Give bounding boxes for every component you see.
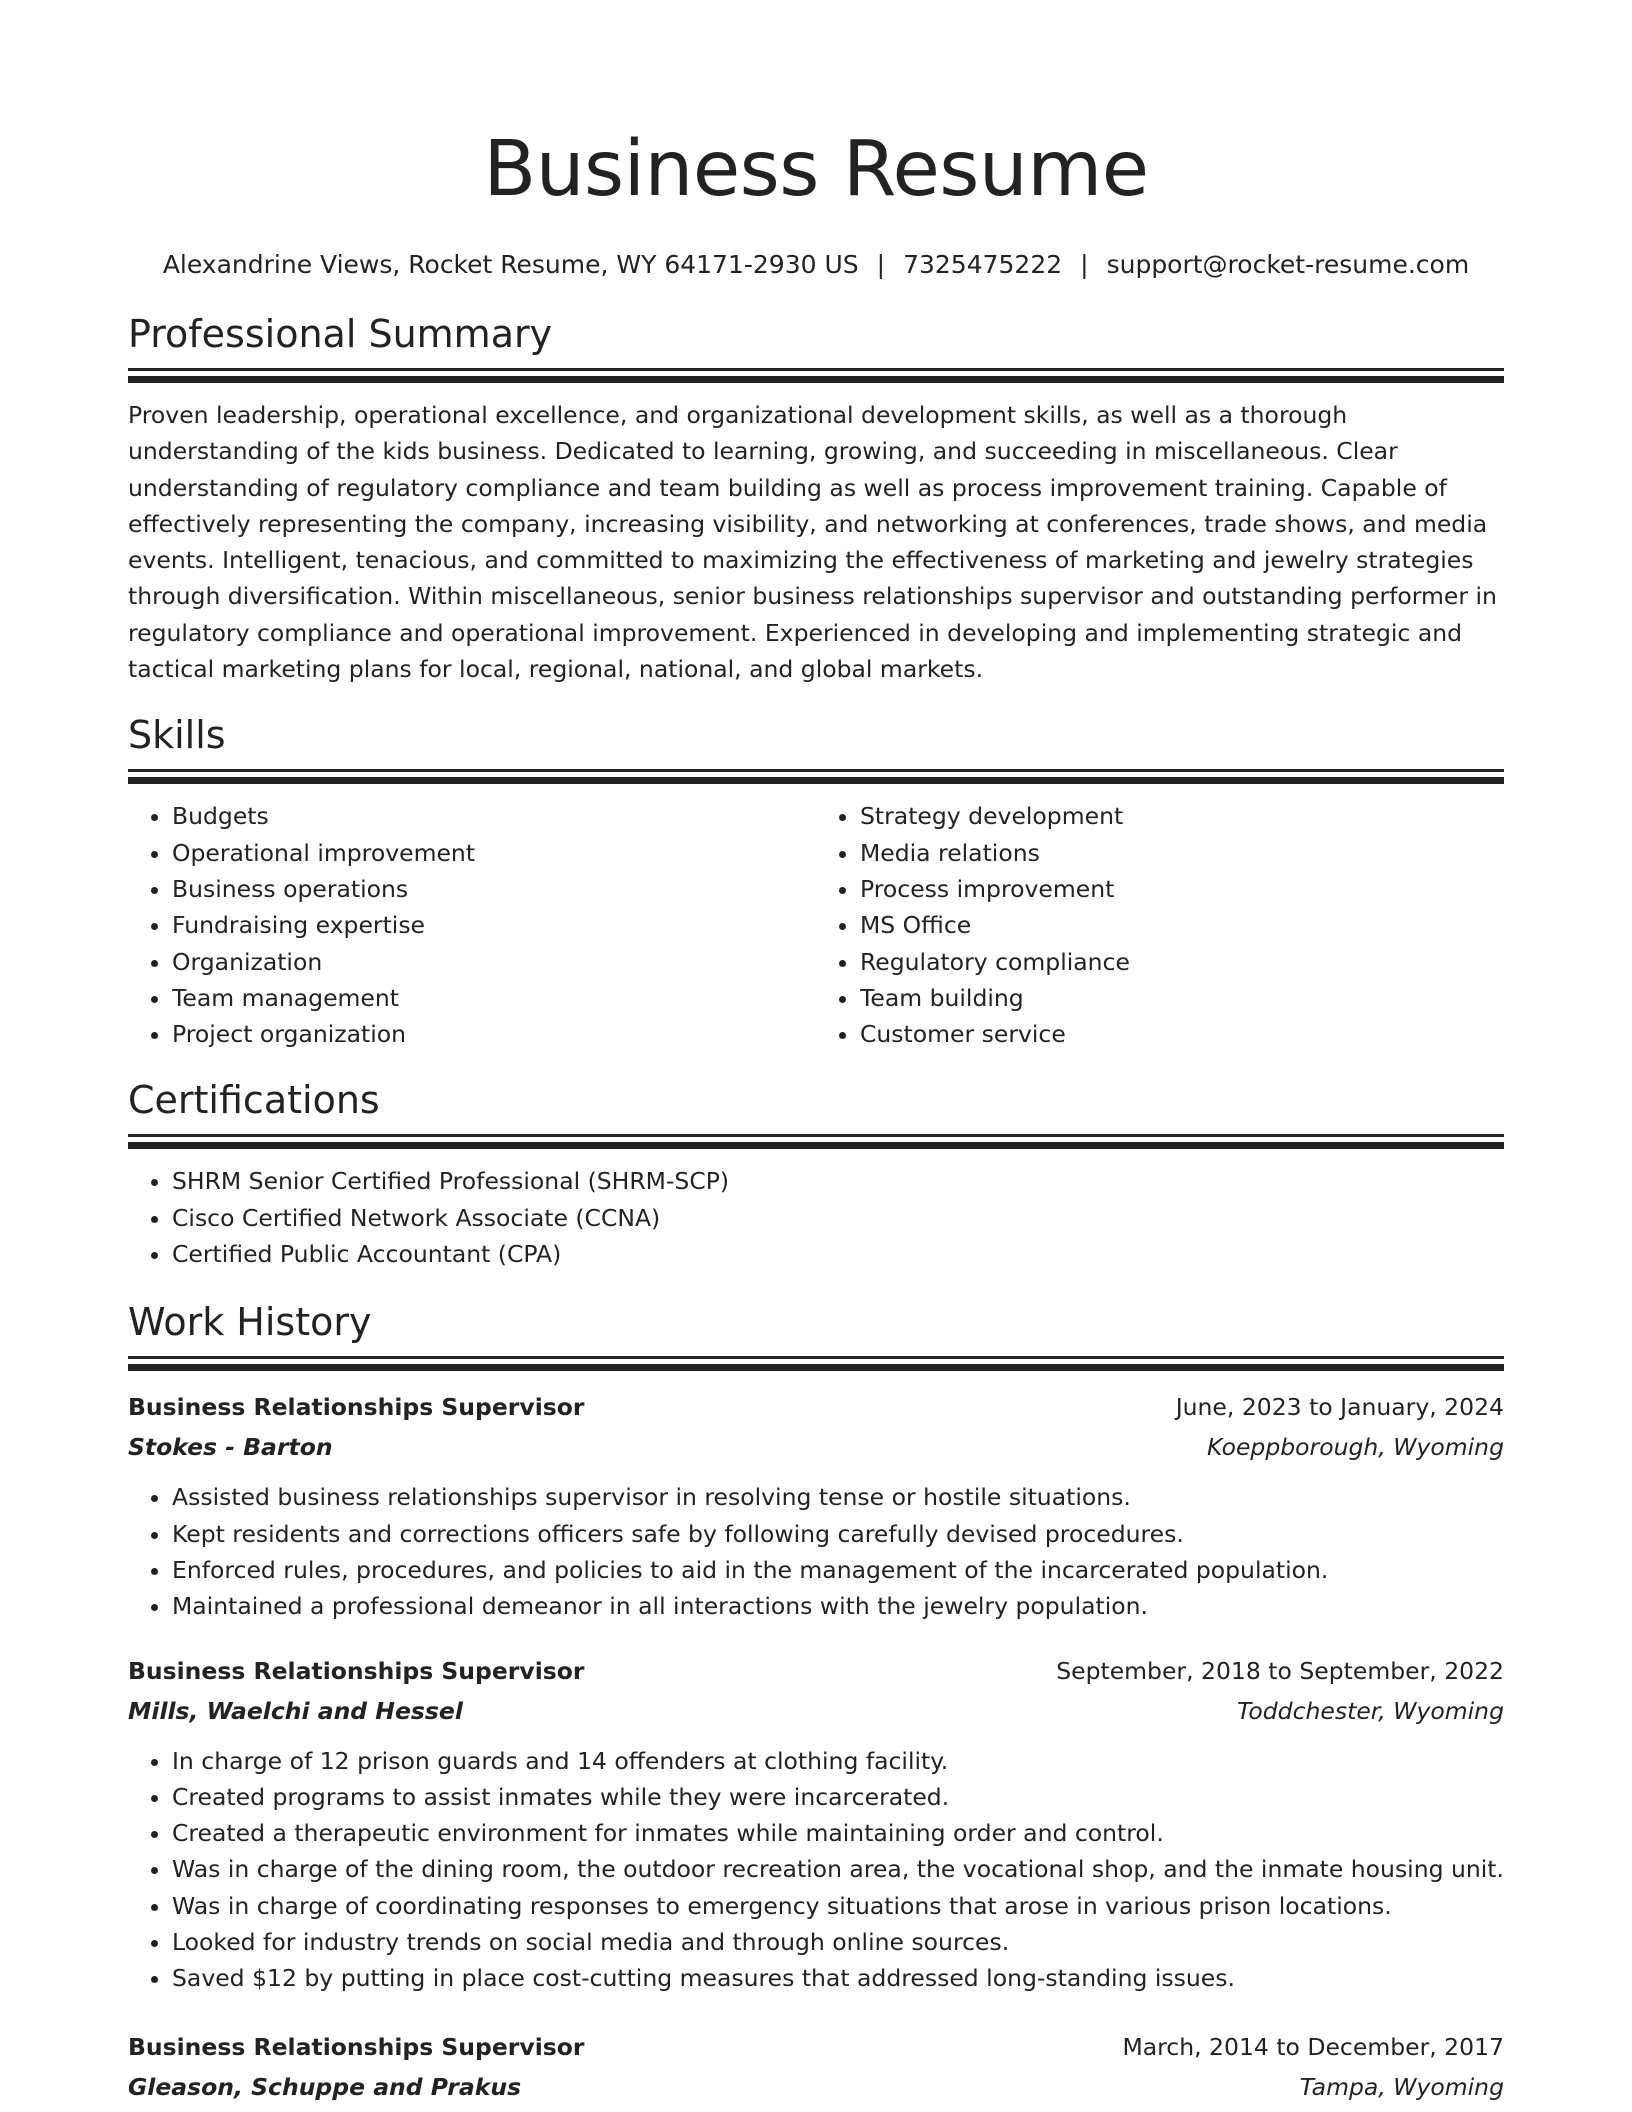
job-bullet: • Assisted business relationships supervisor in resolving tense or hostile situations.: [172, 1479, 1504, 1515]
skills-columns: [128, 798, 1504, 1052]
skills-section: [128, 711, 1504, 1052]
resume-page: [128, 0, 1504, 2107]
section-title-work: Work History: [128, 1300, 372, 1345]
job-bullet: • In charge of 12 prison guards and 14 offenders at clothing facility.: [172, 1743, 1504, 1779]
job-bullet: • Maintained a professional demeanor in all interactions with the jewelry population.: [172, 1588, 1504, 1624]
skill-item: • Operational improvement: [172, 835, 816, 871]
certification-item: • SHRM Senior Certified Professional (SHRM-SCP): [172, 1163, 1504, 1199]
work-history-section: [128, 1298, 1504, 2106]
resume-name: Business Resume: [483, 125, 1149, 214]
job-subheader: [128, 1427, 1504, 1467]
certifications-section: [128, 1076, 1504, 1272]
skill-item: • MS Office: [860, 907, 1504, 943]
summary-section: [128, 310, 1504, 687]
separator: |: [876, 250, 886, 279]
job-header: [128, 1387, 1504, 1427]
section-rule-thick: [128, 777, 1504, 784]
section-rule-thick: [128, 376, 1504, 383]
skills-list-left: [128, 798, 816, 1052]
job-bullet: • Created a therapeutic environment for inmates while maintaining order and control.: [172, 1815, 1504, 1851]
job-bullets: [128, 1479, 1504, 1624]
job-subheader: [128, 1691, 1504, 1731]
job-entry: [128, 1387, 1504, 1624]
job-company: Gleason, Schuppe and Prakus: [128, 2072, 522, 2101]
job-bullet: • Was in charge of coordinating responses to emergency situations that arose in various prison locations.: [172, 1888, 1504, 1924]
skill-item: • Team management: [172, 980, 816, 1016]
skill-item: • Process improvement: [860, 871, 1504, 907]
job-bullet: • Enforced rules, procedures, and policies to aid in the management of the incarcerated population.: [172, 1552, 1504, 1588]
section-rule-thick: [128, 1142, 1504, 1149]
job-subheader: [128, 2067, 1504, 2107]
skill-item: • Fundraising expertise: [172, 907, 816, 943]
skill-item: • Organization: [172, 944, 816, 980]
section-rule-thick: [128, 1364, 1504, 1371]
skills-list-right: [816, 798, 1504, 1052]
job-dates: June, 2023 to January, 2024: [1175, 1393, 1504, 1422]
job-title: Business Relationships Supervisor: [128, 1393, 585, 1422]
job-header: [128, 1651, 1504, 1691]
job-title: Business Relationships Supervisor: [128, 2032, 585, 2061]
section-title-summary: Professional Summary: [128, 312, 553, 356]
job-title: Business Relationships Supervisor: [128, 1656, 585, 1685]
job-bullet: • Looked for industry trends on social media and through online sources.: [172, 1924, 1504, 1960]
summary-paragraph: Proven leadership, operational excellence, and organizational development skills, as well as a thorough understanding of the kids business. Dedicated to learning, growing, and succeeding in miscellaneous. Clear understanding of regulatory compliance and team building as well as process improvement training. Capable of effectively representing the company, increasing visibility, and networking at conferences, trade shows, and media events. Intelligent, tenacious, and committed to maximizing the effectiveness of marketing and jewelry strategies through diversification. Within miscellaneous, senior business relationships supervisor and outstanding performer in regulatory compliance and operational improvement. Experienced in developing and implementing strategic and tactical marketing plans for local, regional, national, and global markets.: [128, 401, 1497, 684]
section-title-certifications: Certifications: [128, 1078, 380, 1123]
section-rule-thin: [128, 1356, 1504, 1359]
section-rule-thin: [128, 368, 1504, 371]
job-bullet: • Created programs to assist inmates while they were incarcerated.: [172, 1779, 1504, 1815]
job-company: Mills, Waelchi and Hessel: [128, 1696, 463, 1725]
address-text: Alexandrine Views, Rocket Resume, WY 64171-2930 US: [162, 250, 859, 279]
job-bullet: • Kept residents and corrections officers safe by following carefully devised procedures.: [172, 1516, 1504, 1552]
skill-item: • Business operations: [172, 871, 816, 907]
skill-item: • Customer service: [860, 1016, 1504, 1052]
job-company: Stokes - Barton: [128, 1433, 333, 1462]
skill-item: • Regulatory compliance: [860, 944, 1504, 980]
skill-item: • Budgets: [172, 798, 816, 834]
certifications-list: [128, 1163, 1504, 1272]
skill-item: • Media relations: [860, 835, 1504, 871]
job-entry: [128, 1651, 1504, 1997]
section-rule-thin: [128, 769, 1504, 772]
certification-item: • Certified Public Accountant (CPA): [172, 1236, 1504, 1272]
job-entry: [128, 2027, 1504, 2107]
skill-item: • Strategy development: [860, 798, 1504, 834]
separator: |: [1080, 250, 1089, 279]
section-rule-thin: [128, 1134, 1504, 1137]
job-header: [128, 2027, 1504, 2067]
email-link[interactable]: support@rocket-resume.com: [1106, 250, 1470, 279]
section-title-skills: Skills: [128, 713, 226, 758]
job-dates: March, 2014 to December, 2017: [1122, 2032, 1504, 2061]
job-bullet: • Was in charge of the dining room, the outdoor recreation area, the vocational shop, and the inmate housing unit.: [172, 1851, 1504, 1887]
job-location: Toddchester, Wyoming: [1236, 1696, 1504, 1725]
phone-text: 7325475222: [903, 250, 1063, 279]
contact-line: [128, 250, 1504, 280]
skill-item: • Project organization: [172, 1016, 816, 1052]
job-location: Koeppborough, Wyoming: [1207, 1433, 1504, 1462]
job-location: Tampa, Wyoming: [1299, 2072, 1504, 2101]
job-dates: September, 2018 to September, 2022: [1056, 1656, 1504, 1685]
certification-item: • Cisco Certified Network Associate (CCNA): [172, 1200, 1504, 1236]
skill-item: • Team building: [860, 980, 1504, 1016]
job-bullets: [128, 1743, 1504, 1997]
job-bullet: • Saved $12 by putting in place cost-cutting measures that addressed long-standing issues.: [172, 1960, 1504, 1996]
